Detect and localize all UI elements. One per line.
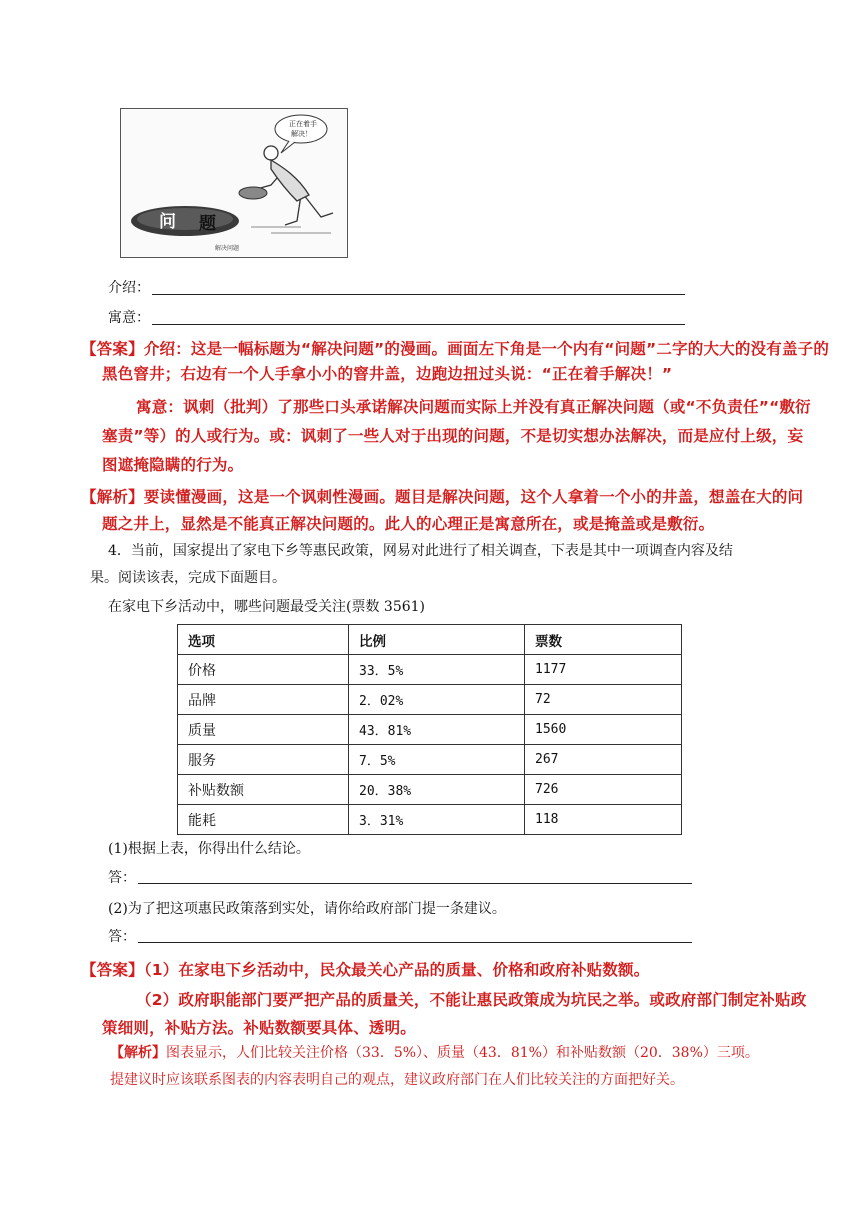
q4-stem-line-1: 4．当前，国家提出了家电下乡等惠民政策，网易对此进行了相关调查，下表是其中一项调查内容及结: [108, 543, 733, 559]
table-row: [178, 655, 682, 685]
answer1-line-1: [81, 338, 829, 360]
cell-votes: 1560: [525, 715, 682, 745]
cell-ratio: 2．02%: [349, 685, 525, 715]
header-ratio: 比例: [349, 625, 525, 655]
meaning-answer-line[interactable]: [152, 324, 685, 325]
analysis1-tag: 【解析】: [81, 488, 144, 506]
intro-label: 介绍：: [108, 280, 150, 296]
cell-option: 品牌: [178, 685, 349, 715]
answer1-line-3: 寓意：讽刺（批判）了那些口头承诺解决问题而实际上并没有真正解决问题（或“不负责任”“敷衍: [136, 398, 811, 416]
bubble-line-1: 正在着手: [289, 120, 317, 128]
hole-char-1: 问: [159, 212, 176, 232]
answer2-text-1: （1）在家电下乡活动中，民众最关心产品的质量、价格和政府补贴数额。: [143, 961, 650, 979]
cell-option: 能耗: [178, 805, 349, 835]
meaning-label: 寓意：: [108, 310, 150, 326]
table-row: [178, 775, 682, 805]
table-title: 在家电下乡活动中，哪些问题最受关注(票数 3561): [108, 599, 426, 615]
cell-votes: 118: [525, 805, 682, 835]
header-votes: 票数: [525, 625, 682, 655]
answer-label-1: 答：: [108, 870, 136, 886]
analysis2-tag: 【解析】: [110, 1045, 166, 1061]
intro-answer-line[interactable]: [152, 294, 685, 295]
header-option: 选项: [178, 625, 349, 655]
analysis1-line-2: 题之井上，显然是不能真正解决问题的。此人的心理正是寓意所在，或是掩盖或是敷衍。: [102, 515, 715, 533]
answer2-tag: 【答案】: [81, 961, 144, 979]
table-header-row: [178, 625, 682, 655]
cartoon-drawing: [121, 109, 347, 257]
cartoon-caption: 解决问题: [215, 245, 240, 252]
cartoon-image: [120, 108, 348, 258]
answer-line-1[interactable]: [138, 883, 692, 884]
cell-ratio: 3．31%: [349, 805, 525, 835]
cell-option: 补贴数额: [178, 775, 349, 805]
analysis2-line-1: [110, 1043, 759, 1063]
analysis1-line-1: [81, 486, 803, 508]
analysis1-text-1: 要读懂漫画，这是一个讽刺性漫画。题目是解决问题，这个人拿着一个小的井盖，想盖在大的问: [143, 488, 804, 506]
cell-votes: 267: [525, 745, 682, 775]
cell-votes: 1177: [525, 655, 682, 685]
sub-question-1: (1)根据上表，你得出什么结论。: [108, 841, 310, 857]
cell-ratio: 33．5%: [349, 655, 525, 685]
cell-option: 价格: [178, 655, 349, 685]
answer1-tag: 【答案】: [81, 340, 144, 358]
table-row: [178, 715, 682, 745]
cell-votes: 72: [525, 685, 682, 715]
sub-question-2: (2)为了把这项惠民政策落到实处，请你给政府部门提一条建议。: [108, 901, 506, 917]
cell-votes: 726: [525, 775, 682, 805]
table-row: [178, 745, 682, 775]
cell-ratio: 43．81%: [349, 715, 525, 745]
answer-line-2[interactable]: [138, 942, 692, 943]
cell-option: 质量: [178, 715, 349, 745]
bubble-line-2: 解决！: [291, 130, 312, 138]
cell-ratio: 7．5%: [349, 745, 525, 775]
table-row: [178, 685, 682, 715]
answer1-line-4: 塞责”等）的人或行为。或：讽刺了一些人对于出现的问题，不是切实想办法解决，而是应付上级，妄: [102, 427, 804, 445]
survey-table: [177, 624, 682, 835]
answer2-line-2: （2）政府职能部门要严把产品的质量关，不能让惠民政策成为坑民之举。或政府部门制定补贴政: [136, 991, 807, 1009]
cell-ratio: 20．38%: [349, 775, 525, 805]
q4-stem-line-2: 果。阅读该表，完成下面题目。: [90, 570, 286, 586]
answer-label-2: 答：: [108, 929, 136, 945]
answer2-line-1: [81, 959, 649, 981]
table-row: [178, 805, 682, 835]
hole-char-2: 题: [199, 214, 216, 234]
answer2-line-3: 策细则，补贴方法。补贴数额要具体、透明。: [102, 1019, 417, 1037]
answer1-line-2: 黑色窨井；右边有一个人手拿小小的窨井盖，边跑边扭过头说：“正在着手解决！”: [102, 365, 673, 383]
answer1-line-5: 图遮掩隐瞒的行为。: [102, 456, 244, 474]
analysis2-text-1: 图表显示，人们比较关注价格（33．5%）、质量（43．81%）和补贴数额（20．38%）三项。: [166, 1045, 759, 1061]
analysis2-line-2: 提建议时应该联系图表的内容表明自己的观点，建议政府部门在人们比较关注的方面把好关。: [110, 1072, 684, 1088]
cell-option: 服务: [178, 745, 349, 775]
answer1-text-1: 介绍：这是一幅标题为“解决问题”的漫画。画面左下角是一个内有“问题”二字的大大的没有盖子的: [143, 340, 830, 358]
